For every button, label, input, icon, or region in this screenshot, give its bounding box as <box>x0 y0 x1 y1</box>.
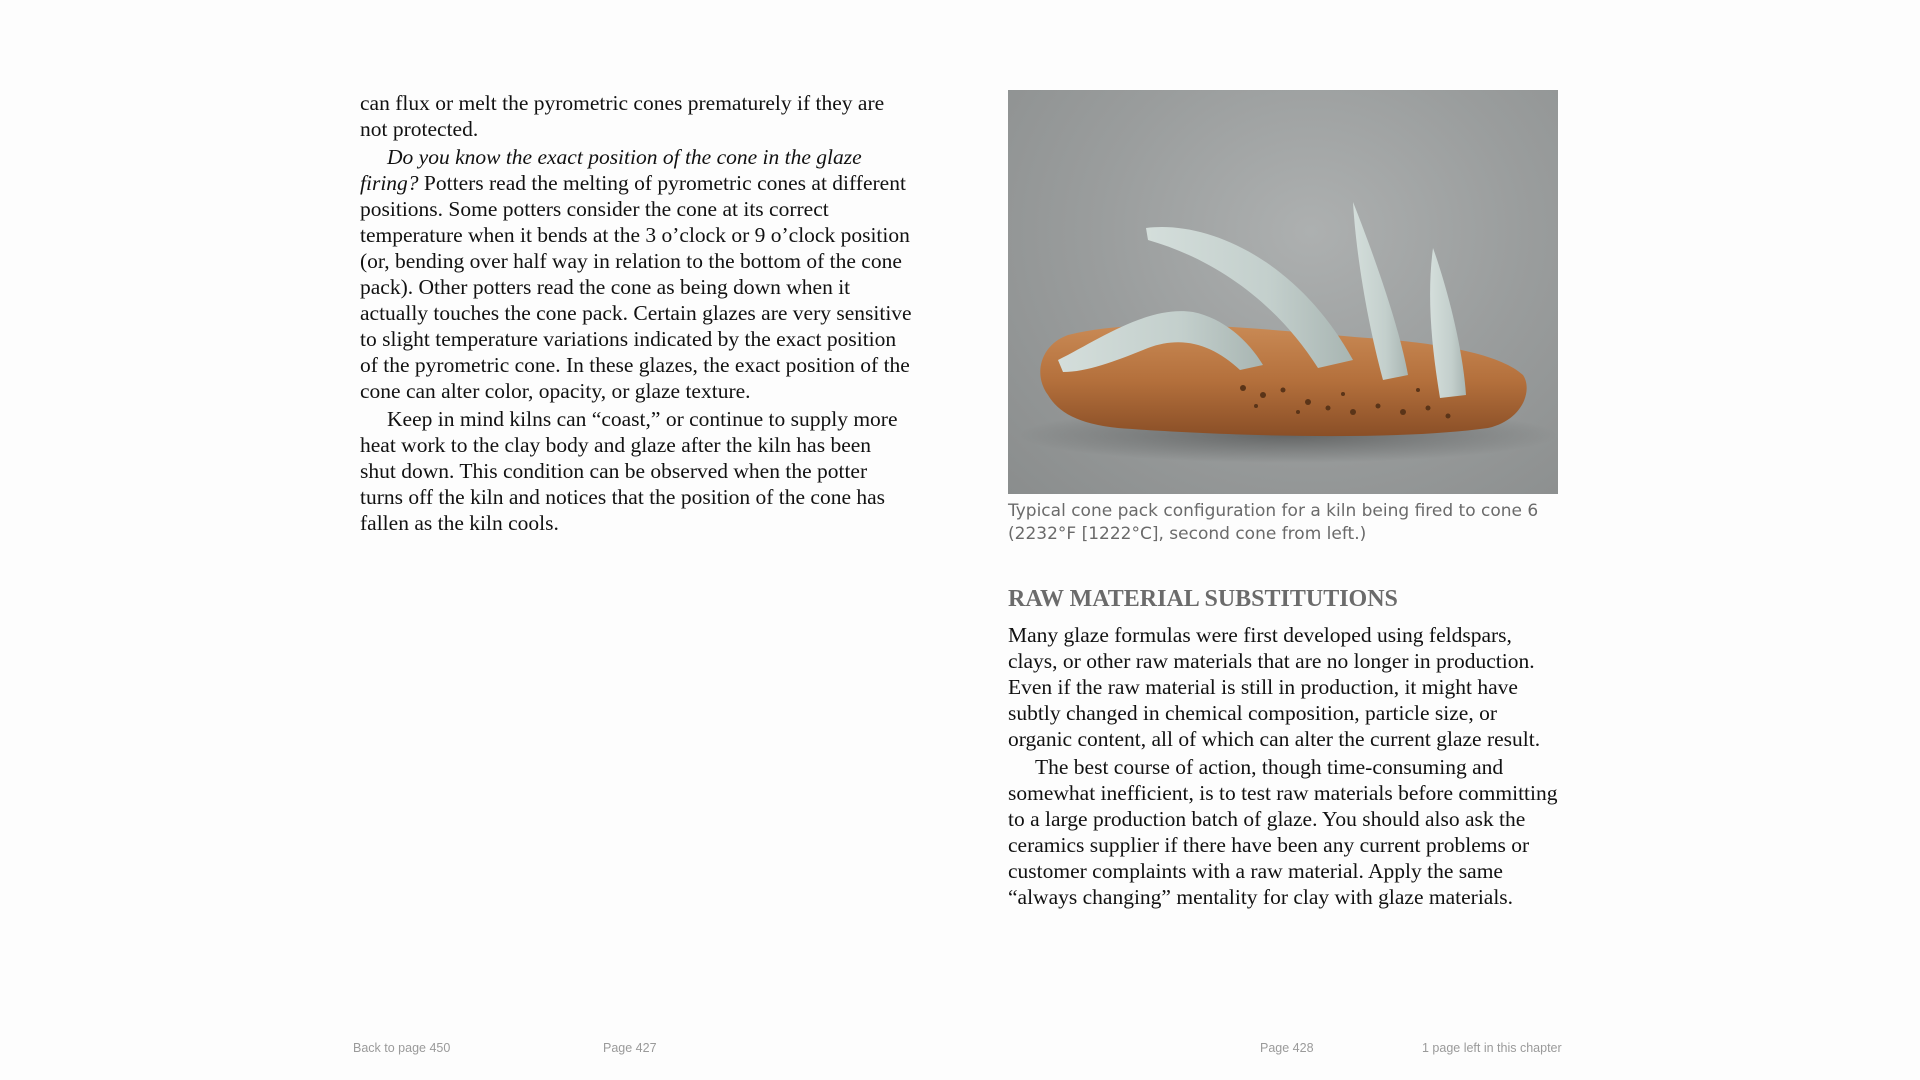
left-page-text <box>360 90 912 536</box>
pages-left-in-chapter: 1 page left in this chapter <box>1422 1041 1562 1055</box>
right-page-number: Page 428 <box>1260 1041 1314 1055</box>
paragraph-text: can flux or melt the pyrometric cones prematurely if they are not protected. <box>360 91 885 141</box>
paragraph-text: The best course of action, though time-consuming and somewhat inefficient, is to test raw materials before committing to a large production batch of glaze. You should also ask the ceramics supplier if there have been any current problems or customer complaints with a raw material. Apply the same “always changing” mentality for clay with glaze materials. <box>1008 755 1558 909</box>
back-to-page-link[interactable]: Back to page 450 <box>353 1041 451 1055</box>
paragraph-text: Keep in mind kilns can “coast,” or continue to supply more heat work to the clay body and glaze after the kiln has been shut down. This condition can be observed when the potter turns off the kiln and notices that the position of the cone has fallen as the kiln cools. <box>360 407 898 535</box>
cone-pack-photo <box>1008 90 1558 494</box>
section-heading: RAW MATERIAL SUBSTITUTIONS <box>1008 586 1398 612</box>
paragraph <box>1008 754 1560 910</box>
paragraph <box>360 406 912 536</box>
cone-pack-illustration <box>1008 90 1558 494</box>
figure-caption: Typical cone pack configuration for a kiln being fired to cone 6 (2232°F [1222°C], second cone from left.) <box>1008 501 1539 544</box>
paragraph-text: Many glaze formulas were first developed using feldspars, clays, or other raw materials that are no longer in production. Even if the raw material is still in production, it might have subtly changed in chemical composition, particle size, or organic content, all of which can alter the current glaze result. <box>1008 623 1541 751</box>
paragraph <box>1008 622 1560 752</box>
italic-question: Do you know the exact position of the cone in the glaze firing? <box>360 145 862 195</box>
right-page-text <box>1008 622 1560 910</box>
paragraph-text: Potters read the melting of pyrometric cones at different positions. Some potters consider the cone at its correct temperature when it bends at the 3 o’clock or 9 o’clock position (or, bending over half way in relation to the bottom of the cone pack). Other potters read the cone as being down when it actually touches the cone pack. Certain glazes are very sensitive to slight temperature variations indicated by the exact position of the pyrometric cone. In these glazes, the exact position of the cone can alter color, opacity, or glaze texture. <box>360 171 912 403</box>
left-page <box>360 0 912 1080</box>
left-page-number: Page 427 <box>603 1041 657 1055</box>
right-page <box>1008 0 1560 1080</box>
paragraph <box>360 90 912 142</box>
paragraph <box>360 144 912 404</box>
